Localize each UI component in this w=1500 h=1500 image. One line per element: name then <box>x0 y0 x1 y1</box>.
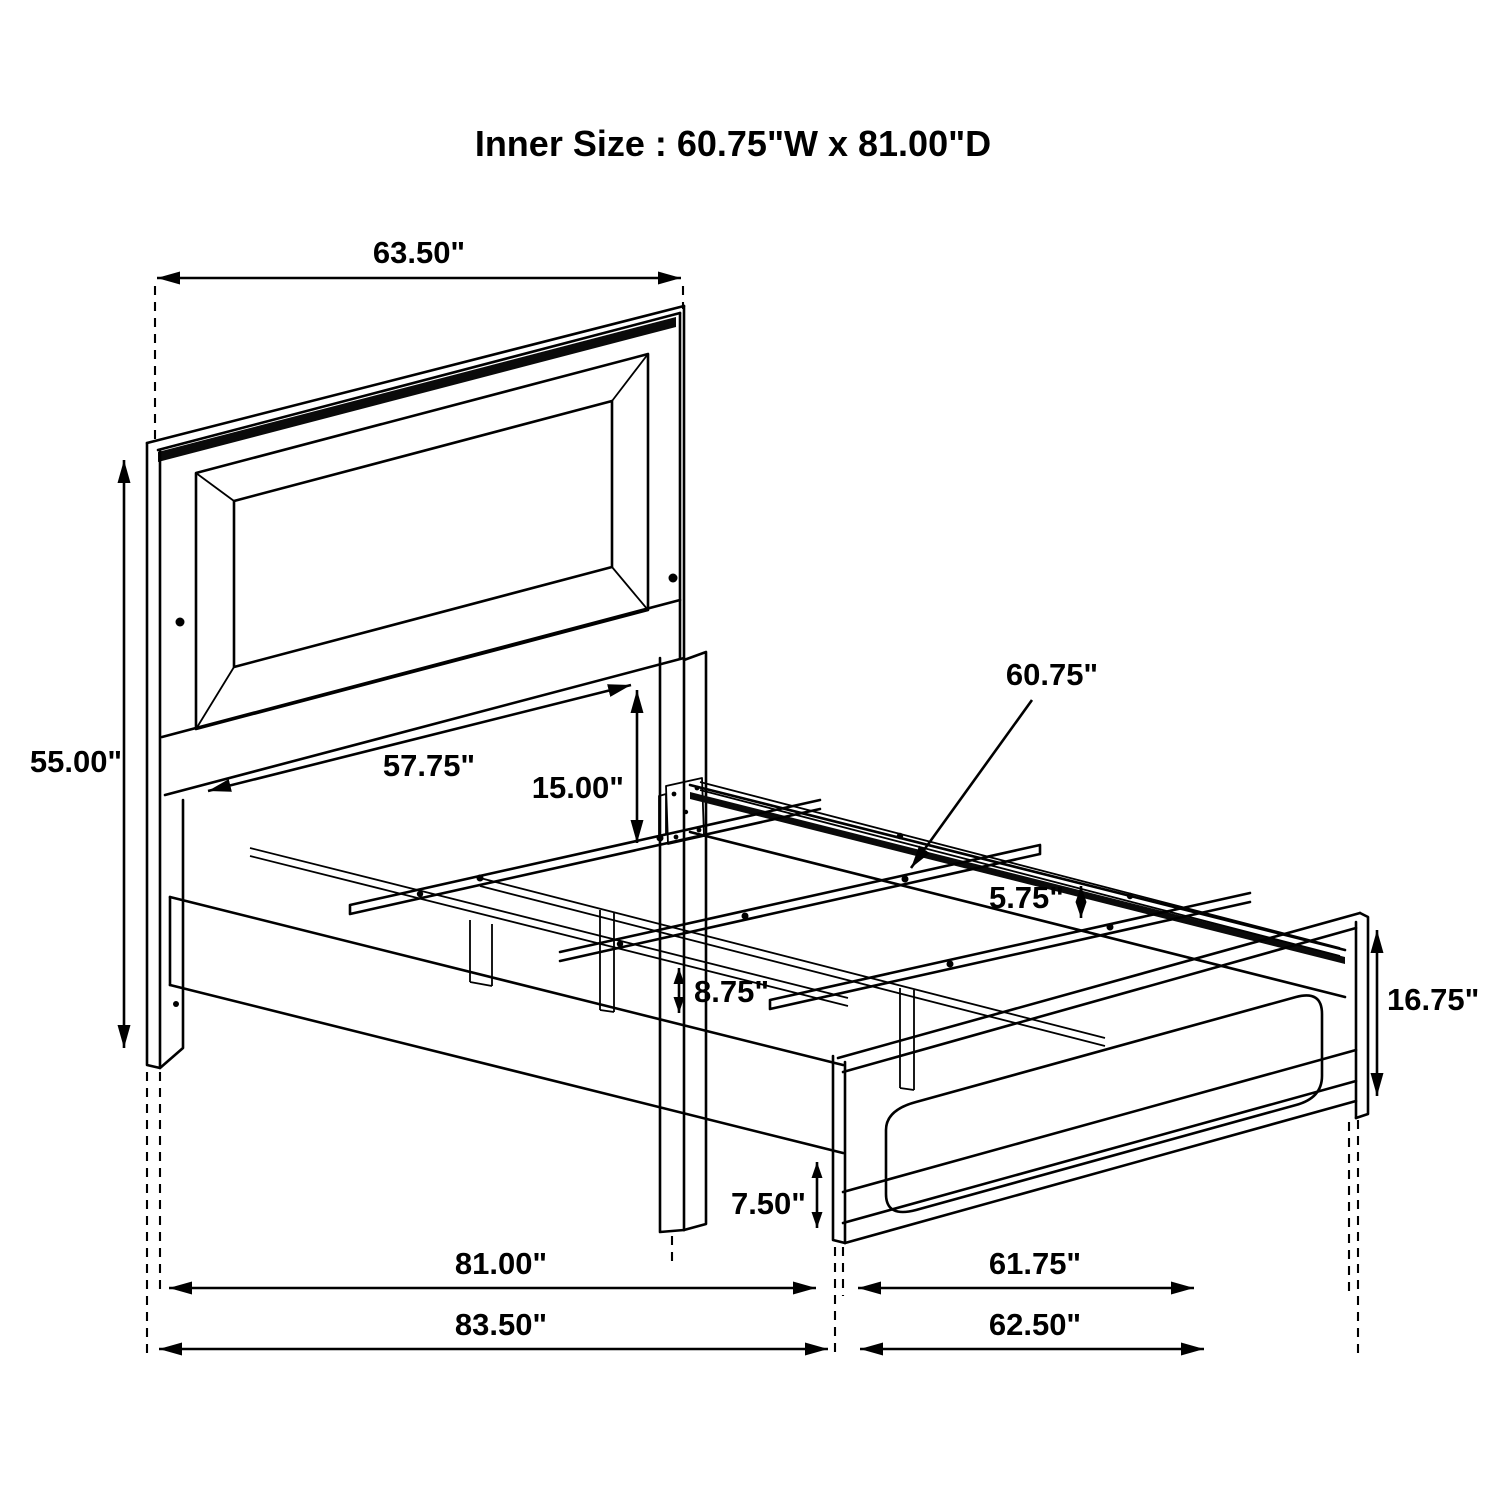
screw-hole <box>173 1001 179 1007</box>
footboard-recessed-panel <box>886 995 1322 1212</box>
footboard-right-leg <box>1356 913 1368 1118</box>
near-side-rail <box>170 897 843 1153</box>
bed-frame-drawing <box>170 782 1345 1153</box>
dimension-annotations <box>30 235 1479 1349</box>
diagram-title: Inner Size : 60.75"W x 81.00"D <box>474 123 992 164</box>
headboard-top-edge <box>147 306 684 443</box>
dim-label-footboard-overall-width: 62.50" <box>988 1307 1082 1342</box>
dim-label-headboard-width: 63.50" <box>372 235 466 270</box>
dim-label-post-to-rail: 15.00" <box>531 770 624 805</box>
dim-label-footboard-leg-height: 7.50" <box>730 1186 806 1221</box>
dim-footboard-inner-width <box>858 1246 1194 1288</box>
dim-label-footboard-height: 16.75" <box>1387 982 1480 1017</box>
dim-post-to-rail <box>532 690 637 843</box>
dim-footboard-leg-height <box>731 1162 817 1228</box>
dim-side-rail-height <box>679 968 769 1013</box>
dim-slat-length <box>911 657 1098 868</box>
dim-headboard-height <box>30 460 124 1048</box>
dim-label-headboard-inner-width: 57.75" <box>382 748 476 783</box>
dim-label-overall-length: 83.50" <box>454 1307 548 1342</box>
headboard-left-leg <box>147 443 160 1068</box>
dim-label-side-rail-height: 8.75" <box>694 974 770 1009</box>
dim-overall-length <box>159 1307 828 1349</box>
footboard-left-leg <box>833 1056 845 1243</box>
far-side-rail <box>690 785 1345 950</box>
dim-label-slat-length: 60.75" <box>1005 657 1099 692</box>
screw-hole <box>176 618 185 627</box>
headboard-panel-frame-inner <box>234 401 612 667</box>
dim-label-headboard-height: 55.00" <box>29 744 123 779</box>
dim-inner-length <box>169 1246 816 1288</box>
dim-headboard-width <box>157 235 681 278</box>
dim-label-far-rail-height: 5.75" <box>988 880 1064 915</box>
dim-footboard-overall-width <box>860 1307 1204 1349</box>
dim-label-inner-length: 81.00" <box>454 1246 548 1281</box>
headboard-cap-strip <box>158 317 676 462</box>
dim-footboard-height <box>1377 930 1479 1096</box>
dim-label-footboard-inner-width: 61.75" <box>988 1246 1082 1281</box>
screw-hole <box>669 574 678 583</box>
